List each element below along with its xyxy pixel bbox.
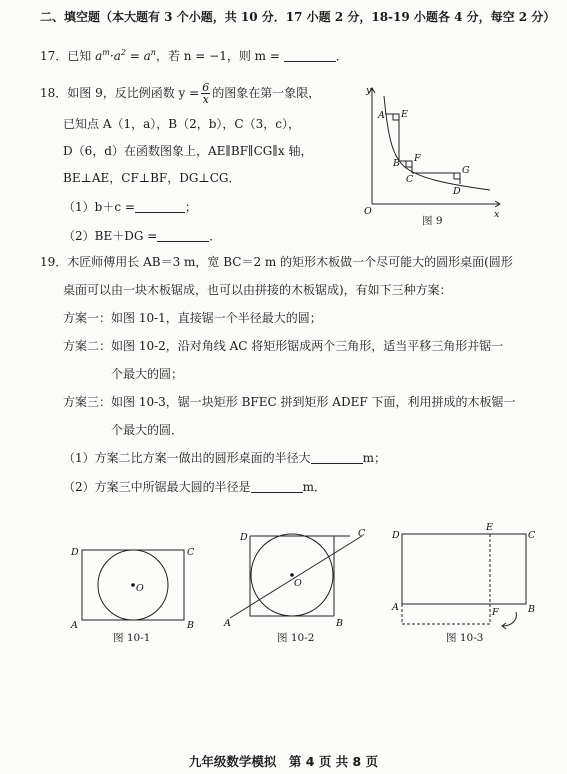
label-e: E [401, 109, 408, 120]
q19-sub1-blank[interactable] [311, 451, 363, 464]
label-f: F [414, 153, 421, 164]
q17-expr: $a^m\cdot a^2 = a^n$ [95, 48, 156, 63]
svg-text:C: C [358, 528, 366, 539]
q17-text-a: 已知 [67, 49, 92, 63]
svg-text:O: O [294, 578, 302, 589]
hyperbola-curve [384, 96, 490, 190]
svg-text:C: C [528, 530, 536, 541]
question-18-sub1: （1）b＋c = ； [63, 200, 197, 214]
label-c: C [406, 174, 414, 185]
q19-sub2: （2）方案三中所锯最大圆的半径是 m． [63, 480, 327, 494]
figure-10-1-caption: 图 10-1 [113, 632, 151, 644]
figure-9 [360, 84, 505, 230]
figure-10-3-caption: 图 10-3 [446, 632, 484, 644]
label-o: O [364, 206, 372, 217]
question-18-line1: 18．如图 9，反比例函数 y = $\frac{6}{x}$ 的图象在第一象限， [40, 81, 321, 106]
svg-text:D: D [392, 530, 400, 541]
q17-answer-blank[interactable] [284, 49, 336, 62]
question-19-line2: 桌面可以由一块木板锯成，也可以由拼接的木板锯成)，有如下三种方案： [63, 283, 452, 297]
svg-text:B: B [187, 620, 194, 630]
plan-1: 方案一：如图 10-1，直接锯一个半径最大的圆； [63, 311, 322, 325]
svg-text:A: A [224, 618, 231, 628]
label-y: y [366, 85, 372, 96]
q19-sub1: （1）方案二比方案一做出的圆形桌面的半径大 m； [63, 451, 387, 465]
plan-3-line1: 方案三：如图 10-3，锯一块矩形 BFEC 拼到矩形 ADEF 下面，利用拼成的木板锯一 [63, 395, 516, 409]
figure-10-1 [62, 540, 202, 630]
label-b: B [393, 158, 400, 169]
svg-text:F: F [492, 607, 499, 618]
question-18-line3: D（6，d）在函数图象上，AE∥BF∥CG∥x 轴， [63, 144, 313, 158]
q18-fraction: $\frac{6}{x}$ [202, 81, 210, 106]
q18-sub2-blank[interactable] [157, 229, 209, 242]
svg-text:B: B [336, 618, 343, 628]
question-17: 17．已知 $a^m\cdot a^2 = a^n$，若 n = −1，则 m = ． [40, 48, 348, 63]
plan-2-line1: 方案二：如图 10-2，沿对角线 AC 将矩形锯成两个三角形，适当平移三角形并锯一 [63, 339, 504, 353]
q19-sub2-blank[interactable] [251, 480, 303, 493]
q19-number: 19． [40, 255, 68, 269]
q17-number: 17． [40, 49, 68, 63]
q18-number: 18． [40, 86, 68, 100]
label-x: x [494, 209, 500, 220]
svg-text:D: D [71, 547, 79, 558]
svg-text:O: O [136, 583, 144, 594]
section-title: 二、填空题（本大题有 3 个小题，共 10 分．17 小题 2 分，18-19 小题各 4 分，每空 2 分） [40, 10, 556, 24]
question-18-line4: BE⊥AE，CF⊥BF，DG⊥CG． [63, 171, 241, 185]
q18-sub1-blank[interactable] [135, 200, 185, 213]
question-19-line1: 19．木匠师傅用长 AB＝3 m，宽 BC＝2 m 的矩形木板做一个尽可能大的圆形桌面(圆形 [40, 255, 513, 269]
triangle-2 [322, 536, 334, 616]
figure-10-2-caption: 图 10-2 [277, 632, 315, 644]
label-d: D [453, 186, 461, 197]
plan-2-line2: 个最大的圆； [111, 367, 184, 381]
figure-9-caption: 图 9 [422, 215, 443, 227]
svg-text:D: D [240, 532, 248, 543]
question-18-sub2: （2）BE＋DG = ． [63, 229, 222, 243]
plan-3-line2: 个最大的圆． [111, 423, 184, 437]
page-footer: 九年级数学模拟 第 4 页 共 8 页 [188, 754, 379, 769]
label-a: A [378, 110, 385, 121]
svg-text:A: A [71, 620, 78, 630]
question-18-line2: 已知点 A（1，a），B（2，b），C（3，c）， [63, 117, 300, 131]
svg-text:C: C [187, 547, 195, 558]
rect-adcb [402, 534, 526, 604]
label-g: G [462, 165, 470, 176]
svg-text:A: A [392, 602, 399, 613]
figure-10-2 [222, 528, 367, 628]
svg-text:E: E [486, 522, 493, 533]
figure-10-3 [388, 520, 538, 630]
moved-piece [402, 604, 490, 624]
svg-text:B: B [528, 604, 535, 615]
q17-text-b: ，若 n = −1，则 m = [155, 49, 280, 63]
